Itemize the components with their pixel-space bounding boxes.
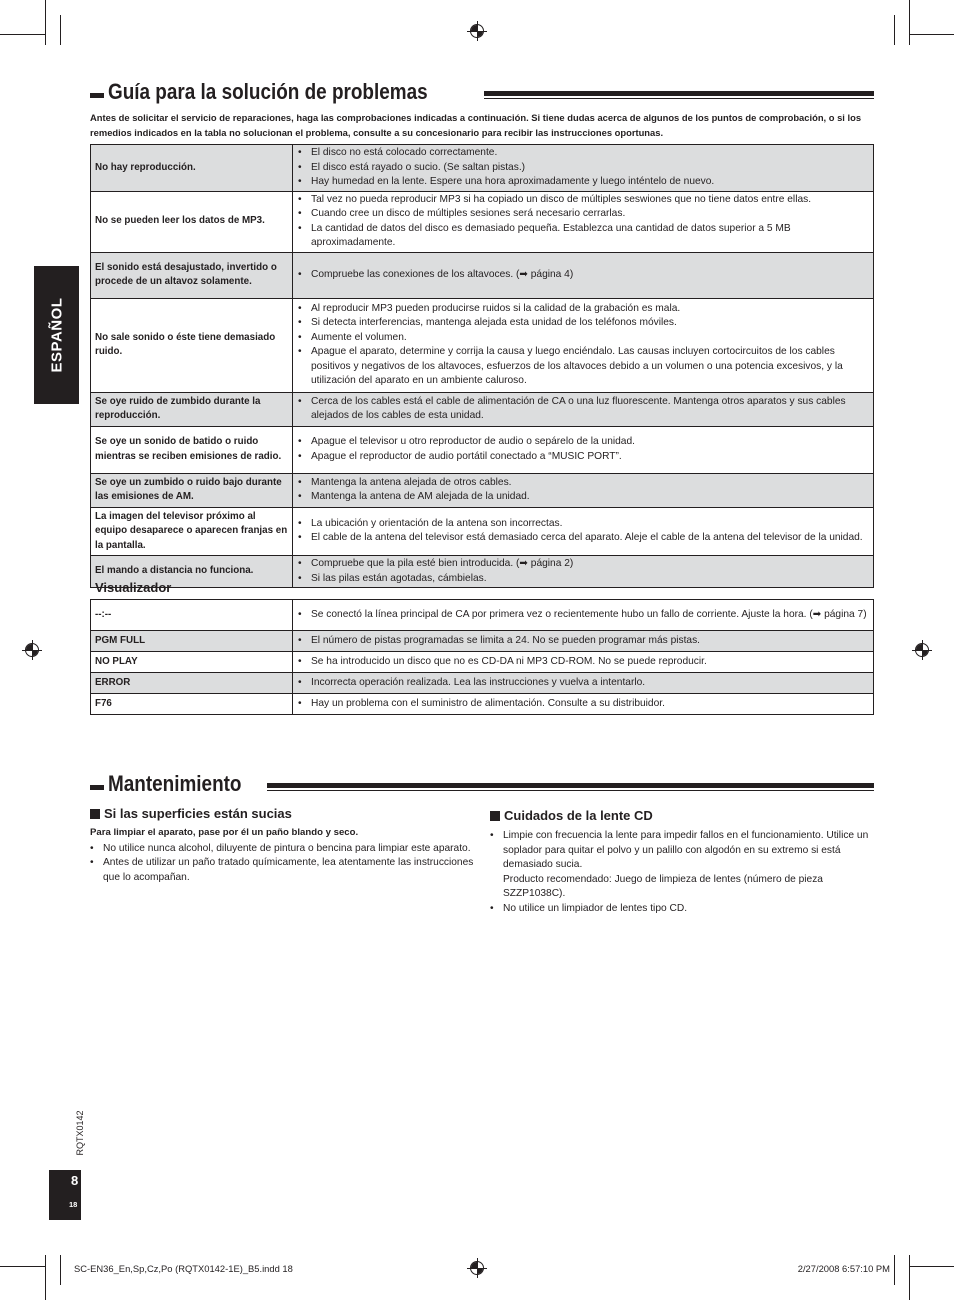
table-row <box>91 392 874 426</box>
crop-mark <box>45 0 46 45</box>
display-label: Visualizador <box>95 580 172 595</box>
problem-cell: El mando a distancia no funciona. <box>91 556 293 588</box>
surfaces-heading-text: Si las superficies están sucias <box>104 806 292 821</box>
remedy-item: • Si las pilas están agotadas, cámbielas. <box>298 572 867 587</box>
language-label: ESPAÑOL <box>48 297 65 373</box>
display-message-cell <box>293 694 874 715</box>
display-code-cell: PGM FULL <box>91 631 293 652</box>
problem-cell: No se pueden leer los datos de MP3. <box>91 191 293 252</box>
surfaces-item: • Antes de utilizar un paño tratado químicamente, lea atentamente las instrucciones que lo acompañan. <box>90 856 474 885</box>
troubleshooting-table <box>90 144 874 588</box>
table-row <box>91 631 874 652</box>
table-row <box>91 694 874 715</box>
display-message: • Se conectó la línea principal de CA por primera vez o recientemente hubo un fallo de corriente. Ajuste la hora. (➡ página 7) <box>298 608 867 623</box>
troubleshooting-title: Guía para la solución de problemas <box>108 79 428 104</box>
display-table <box>90 599 874 715</box>
surfaces-section <box>90 826 474 885</box>
display-code-cell: NO PLAY <box>91 652 293 673</box>
remedy-cell <box>293 298 874 392</box>
table-row <box>91 556 874 588</box>
table-row <box>91 191 874 252</box>
page-number-small: 18 <box>69 1200 78 1209</box>
registration-mark-icon <box>912 640 932 660</box>
table-row <box>91 600 874 631</box>
maintenance-title: Mantenimiento <box>108 771 242 796</box>
crop-mark <box>60 15 61 45</box>
remedy-item: • El disco no está colocado correctamente. <box>298 146 867 161</box>
table-row <box>91 298 874 392</box>
table-row <box>91 145 874 192</box>
heading-marker <box>90 93 104 98</box>
table-row <box>91 252 874 298</box>
crop-mark <box>894 15 895 45</box>
crop-mark <box>60 1255 61 1285</box>
remedy-cell <box>293 145 874 192</box>
display-code-cell: --:-- <box>91 600 293 631</box>
problem-cell: Se oye ruido de zumbido durante la reproducción. <box>91 392 293 426</box>
display-message-cell <box>293 631 874 652</box>
remedy-item: • Apague el aparato, determine y corrija la causa y luego enciéndalo. Las causas incluyen cortocircuitos de los cables positivos y negativos de los altavoces, esfuerzos de los altavoces debido a un volumen o una potencia excesivos, y la utilización del aparato en un ambiente caluroso. <box>298 345 867 389</box>
remedy-item: • El disco está rayado o sucio. (Se saltan pistas.) <box>298 161 867 176</box>
crop-mark <box>894 1255 895 1285</box>
heading-rule <box>267 783 874 791</box>
display-message: • Se ha introducido un disco que no es CD-DA ni MP3 CD-ROM. No se puede reproducir. <box>298 655 867 670</box>
display-message-cell <box>293 652 874 673</box>
remedy-item: • Mantenga la antena alejada de otros cables. <box>298 476 867 491</box>
square-bullet-icon <box>90 809 100 819</box>
display-message: • Hay un problema con el suministro de alimentación. Consulte a su distribuidor. <box>298 697 867 712</box>
problem-cell: No sale sonido o éste tiene demasiado ruido. <box>91 298 293 392</box>
table-row <box>91 426 874 473</box>
crop-mark <box>909 0 910 45</box>
troubleshooting-heading <box>90 78 874 106</box>
remedy-item: • La ubicación y orientación de la antena son incorrectas. <box>298 517 867 532</box>
display-code-cell: ERROR <box>91 673 293 694</box>
display-message-cell <box>293 673 874 694</box>
troubleshooting-intro: Antes de solicitar el servicio de reparaciones, haga las comprobaciones indicadas a continuación. Si tiene dudas acerca de algunos de los puntos de comprobación, o si los remedios indicados en la tabla no solucionan el problema, consulte a su concesionario para recibir las instrucciones oportunas. <box>90 112 862 138</box>
remedy-item: • Compruebe las conexiones de los altavoces. (➡ página 4) <box>298 268 867 283</box>
document-code <box>65 1103 95 1163</box>
crop-mark <box>0 1266 45 1267</box>
remedy-item: • Apague el reproductor de audio portátil conectado a “MUSIC PORT”. <box>298 450 867 465</box>
crop-mark <box>45 1255 46 1300</box>
problem-cell: Se oye un sonido de batido o ruido mientras se reciben emisiones de radio. <box>91 426 293 473</box>
crop-mark <box>0 34 45 35</box>
file-slug: SC-EN36_En,Sp,Cz,Po (RQTX0142-1E)_B5.indd 18 <box>74 1263 293 1274</box>
table-row <box>91 652 874 673</box>
heading-marker <box>90 785 104 790</box>
remedy-cell <box>293 392 874 426</box>
crop-mark <box>909 1266 954 1267</box>
table-row <box>91 507 874 556</box>
remedy-cell <box>293 507 874 556</box>
display-code-cell: F76 <box>91 694 293 715</box>
registration-mark-icon <box>22 640 42 660</box>
table-row <box>91 673 874 694</box>
registration-mark-icon <box>467 1258 487 1278</box>
remedy-item: • Apague el televisor u otro reproductor de audio o sepárelo de la unidad. <box>298 435 867 450</box>
heading-rule <box>484 91 874 99</box>
remedy-item: • El cable de la antena del televisor está demasiado cerca del aparato. Aleje el cable de la antena del televisor de la unidad. <box>298 531 867 546</box>
remedy-item: • Mantenga la antena de AM alejada de la unidad. <box>298 490 867 505</box>
remedy-cell <box>293 191 874 252</box>
lens-item: • No utilice un limpiador de lentes tipo CD. <box>490 902 874 917</box>
remedy-item: • Tal vez no pueda reproducir MP3 si ha copiado un disco de múltiples seswiones que no tiene datos entre ellas. <box>298 193 867 208</box>
lens-heading-text: Cuidados de la lente CD <box>504 808 653 823</box>
page-number: 8 <box>71 1173 79 1188</box>
date-slug: 2/27/2008 6:57:10 PM <box>797 1263 890 1274</box>
problem-cell: Se oye un zumbido o ruido bajo durante las emisiones de AM. <box>91 473 293 507</box>
remedy-item: • Si detecta interferencias, mantenga alejada esta unidad de los teléfonos móviles. <box>298 316 867 331</box>
remedy-item: • Hay humedad en la lente. Espere una hora aproximadamente y luego inténtelo de nuevo. <box>298 175 867 190</box>
problem-cell: No hay reproducción. <box>91 145 293 192</box>
display-message: • El número de pistas programadas se limita a 24. No se pueden programar más pistas. <box>298 634 867 649</box>
lens-section <box>490 829 874 916</box>
remedy-cell <box>293 556 874 588</box>
remedy-cell <box>293 473 874 507</box>
lens-item-extra: Producto recomendado: Juego de limpieza de lentes (número de pieza SZZP1038C). <box>503 873 823 899</box>
document-code-text: RQTX0142 <box>75 1110 85 1156</box>
surfaces-item: • No utilice nunca alcohol, diluyente de pintura o bencina para limpiar este aparato. <box>90 842 474 857</box>
page-number-box <box>49 1170 81 1220</box>
table-row <box>91 473 874 507</box>
remedy-item: • Al reproducir MP3 pueden producirse ruidos si la calidad de la grabación es mala. <box>298 302 867 317</box>
remedy-item: • Aumente el volumen. <box>298 331 867 346</box>
display-message: • Incorrecta operación realizada. Lea las instrucciones y vuelva a intentarlo. <box>298 676 867 691</box>
remedy-item: • Cerca de los cables está el cable de alimentación de CA o una luz fluorescente. Mantenga otros aparatos y sus cables alejados de los cables de esta unidad. <box>298 395 867 424</box>
crop-mark <box>909 1255 910 1300</box>
remedy-cell <box>293 426 874 473</box>
registration-mark-icon <box>467 21 487 41</box>
problem-cell: La imagen del televisor próximo al equipo desaparece o aparecen franjas en la pantalla. <box>91 507 293 556</box>
crop-mark <box>909 34 954 35</box>
surfaces-subheading <box>90 806 292 821</box>
language-side-tab <box>34 266 79 404</box>
remedy-cell <box>293 252 874 298</box>
surfaces-lead: Para limpiar el aparato, pase por él un paño blando y seco. <box>90 827 359 838</box>
remedy-item: • Cuando cree un disco de múltiples sesiones será necesario cerrarlas. <box>298 207 867 222</box>
display-message-cell <box>293 600 874 631</box>
problem-cell: El sonido está desajustado, invertido o procede de un altavoz solamente. <box>91 252 293 298</box>
square-bullet-icon <box>490 811 500 821</box>
lens-item-text: Limpie con frecuencia la lente para impedir fallos en el funcionamiento. Utilice un soplador para quitar el polvo y un palillo con algodón en su extremo si está demasiado sucia. <box>503 830 869 870</box>
remedy-item: • La cantidad de datos del disco es demasiado pequeña. Establezca una cantidad de datos superior a 5 MB aproximadamente. <box>298 222 867 251</box>
maintenance-heading <box>90 770 874 798</box>
lens-subheading <box>490 808 653 823</box>
lens-item <box>490 829 874 902</box>
remedy-item: • Compruebe que la pila esté bien introducida. (➡ página 2) <box>298 557 867 572</box>
